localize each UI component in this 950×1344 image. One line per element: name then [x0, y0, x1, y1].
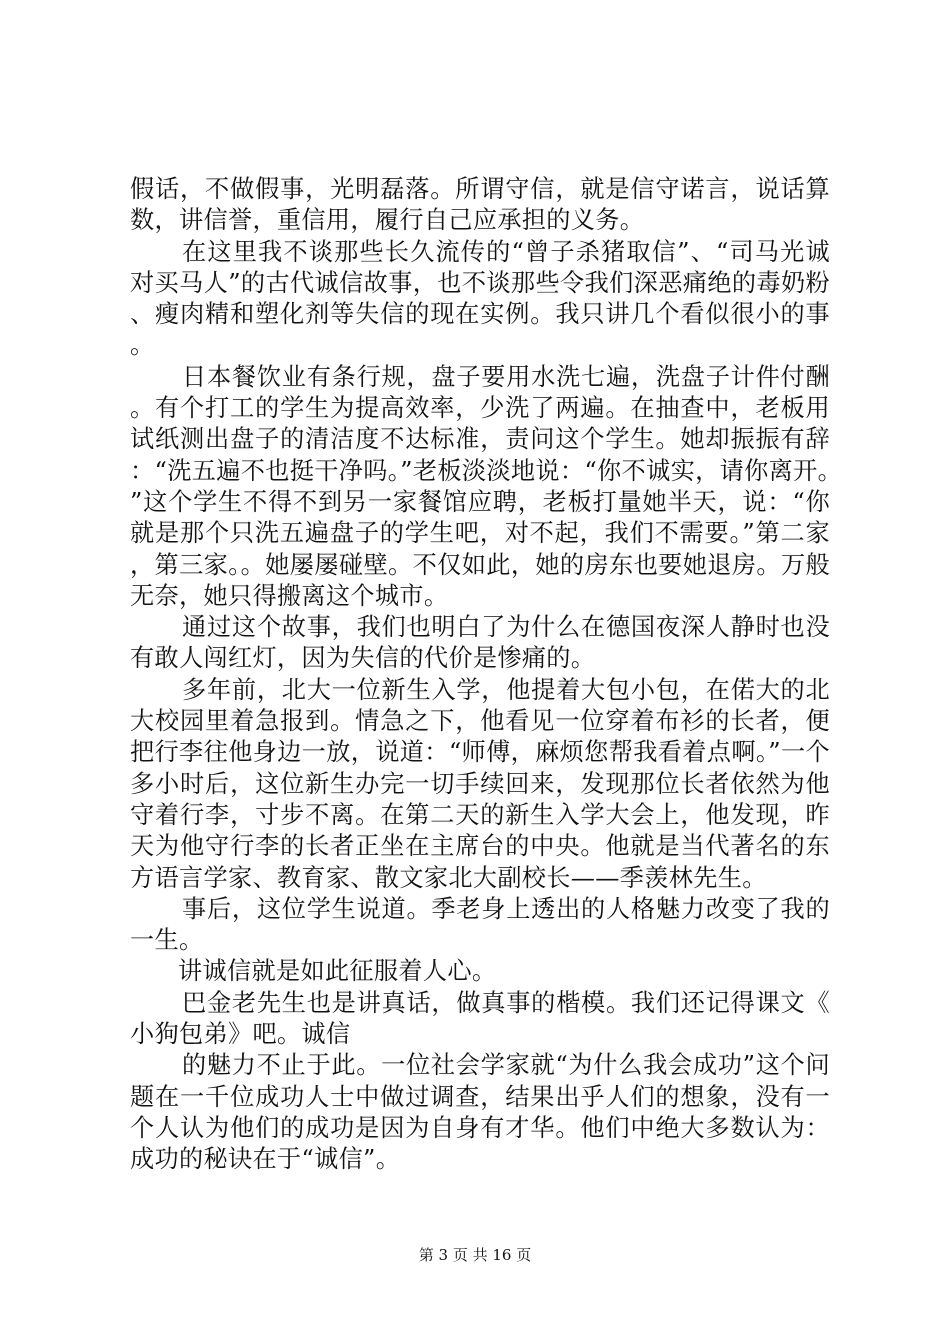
paragraph-4: 通过这个故事，我们也明白了为什么在德国夜深人静时也没有敢人闯红灯，因为失信的代价是惨痛的。: [130, 613, 830, 673]
paragraph-6: 事后，这位学生说道。季老身上透出的人格魅力改变了我的一生。: [130, 894, 830, 955]
document-body: [130, 174, 830, 1176]
paragraph-8: 巴金老先生也是讲真话，做真事的楷模。我们还记得课文《小狗包弟》吧。诚信: [130, 988, 830, 1049]
paragraph-2: 在这里我不谈那些长久流传的“曾子杀猪取信”、“司马光诚对买马人”的古代诚信故事，也不谈那些令我们深恶痛绝的毒奶粉、瘦肉精和塑化剂等失信的现在实例。我只讲几个看似很小的事。: [130, 237, 830, 360]
paragraph-7: 讲诚信就是如此征服着人心。: [178, 957, 497, 986]
paragraph-1: 假话，不做假事，光明磊落。所谓守信，就是信守诺言，说话算数，讲信誉，重信用，履行自己应承担的义务。: [130, 175, 830, 235]
page-footer: 第 3 页 共 16 页: [418, 1246, 532, 1264]
paragraph-9: 的魅力不止于此。一位社会学家就“为什么我会成功”这个问题在一千位成功人士中做过调查，结果出乎人们的想象，没有一个人认为他们的成功是因为自身有才华。他们中绝大多数认为：成功的秘诀在于“诚信”。: [130, 1051, 830, 1174]
paragraph-3: 日本餐饮业有条行规，盘子要用水洗七遍，洗盘子计件付酬。有个打工的学生为提高效率，少洗了两遍。在抽查中，老板用试纸测出盘子的清洁度不达标准，责问这个学生。她却振振有辞：“洗五遍不也挺干净吗。”老板淡淡地说：“你不诚实，请你离开。”这个学生不得不到另一家餐馆应聘，老板打量她半天，说：“你就是那个只洗五遍盘子的学生吧，对不起，我们不需要。”第二家，第三家。。她屡屡碰壁。不仅如此，她的房东也要她退房。万般无奈，她只得搬离这个城市。: [130, 362, 830, 610]
paragraph-5: 多年前，北大一位新生入学，他提着大包小包，在偌大的北大校园里着急报到。情急之下，他看见一位穿着布衫的长者，便把行李往他身边一放，说道：“师傅，麻烦您帮我看着点啊。”一个多小时后，这位新生办完一切手续回来，发现那位长者依然为他守着行李，寸步不离。在第二天的新生入学大会上，他发现，昨天为他守行李的长者正坐在主席台的中央。他就是当代著名的东方语言学家、教育家、散文家北大副校长——季羡林先生。: [130, 675, 830, 892]
